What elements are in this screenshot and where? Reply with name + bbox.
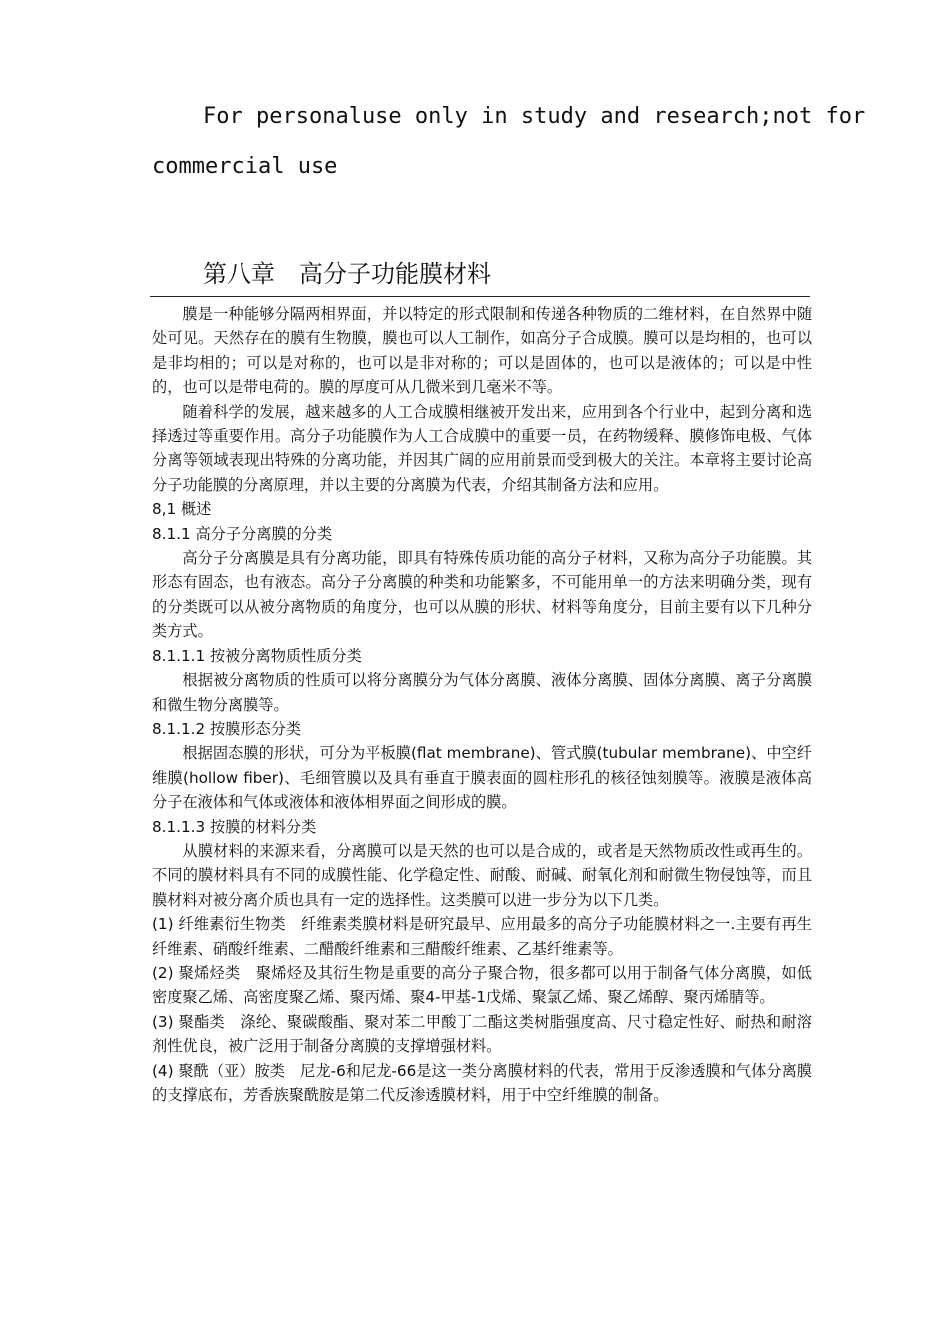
- list-item-polyamide: (4) 聚酰（亚）胺类 尼龙-6和尼龙-66是这一类分离膜材料的代表，常用于反渗透膜和气体分离膜的支撑底布，芳香族聚酰胺是第二代反渗透膜材料，用于中空纤维膜的制备。: [152, 1061, 812, 1104]
- paragraph-by-substance: 根据被分离物质的性质可以将分离膜分为气体分离膜、液体分离膜、固体分离膜、离子分离膜和微生物分离膜等。: [152, 671, 812, 714]
- paragraph-intro: 膜是一种能够分隔两相界面，并以特定的形式限制和传递各种物质的二维材料，在自然界中随处可见。天然存在的膜有生物膜，膜也可以人工制作，如高分子合成膜。膜可以是均相的，也可以是非均相的；可以是对称的，也可以是非对称的；可以是固体的，也可以是液体的；可以是中性的，也可以是带电荷的。膜的厚度可从几微米到几毫米不等。: [152, 305, 812, 397]
- section-heading-8-1-1: 8.1.1 高分子分离膜的分类: [152, 524, 333, 543]
- document-body: [152, 302, 812, 1107]
- section-heading-8-1-1-2: 8.1.1.2 按膜形态分类: [152, 719, 302, 738]
- list-item-polyolefin: (2) 聚烯烃类 聚烯烃及其衍生物是重要的高分子聚合物，很多都可以用于制备气体分离膜，如低密度聚乙烯、高密度聚乙烯、聚丙烯、聚4-甲基-1戊烯、聚氯乙烯、聚乙烯醇、聚丙烯腈等。: [152, 963, 812, 1007]
- section-heading-8-1: 8,1 概述: [152, 500, 212, 519]
- chapter-title: 第八章 高分子功能膜材料: [203, 260, 491, 288]
- paragraph-development: 随着科学的发展，越来越多的人工合成膜相继被开发出来，应用到各个行业中，起到分离和选择透过等重要作用。高分子功能膜作为人工合成膜中的重要一员，在药物缓释、膜修饰电极、气体分离等领域表现出特殊的分离功能，并因其广阔的应用前景而受到极大的关注。本章将主要讨论高分子功能膜的分离原理，并以主要的分离膜为代表，介绍其制备方法和应用。: [152, 402, 812, 494]
- list-item-cellulose: (1) 纤维素衍生物类 纤维素类膜材料是研究最早、应用最多的高分子功能膜材料之一.主要有再生纤维素、硝酸纤维素、二醋酸纤维素和三醋酸纤维素、乙基纤维素等。: [152, 915, 812, 958]
- paragraph-by-form: 根据固态膜的形状，可分为平板膜(flat membrane)、管式膜(tubular membrane)、中空纤维膜(hollow fiber)、毛细管膜以及具有垂直于膜表面的圆柱形孔的核径蚀刻膜等。液膜是液体高分子在液体和气体或液体和液体相界面之间形成的膜。: [152, 744, 812, 812]
- usage-notice-line-2: commercial use: [152, 154, 338, 179]
- list-item-polyester: (3) 聚酯类 涤纶、聚碳酸酯、聚对苯二甲酸丁二酯这类树脂强度高、尺寸稳定性好、耐热和耐溶剂性优良，被广泛用于制备分离膜的支撑增强材料。: [152, 1012, 812, 1056]
- usage-notice-line-1: For personaluse only in study and research;not for: [203, 104, 866, 129]
- section-heading-8-1-1-1: 8.1.1.1 按被分离物质性质分类: [152, 646, 362, 665]
- title-divider: [150, 296, 810, 297]
- section-heading-8-1-1-3: 8.1.1.3 按膜的材料分类: [152, 817, 317, 836]
- paragraph-classification: 高分子分离膜是具有分离功能，即具有特殊传质功能的高分子材料，又称为高分子功能膜。其形态有固态，也有液态。高分子分离膜的种类和功能繁多，不可能用单一的方法来明确分类，现有的分类既可以从被分离物质的角度分，也可以从膜的形状、材料等角度分，目前主要有以下几种分类方式。: [152, 549, 812, 641]
- paragraph-by-material: 从膜材料的来源来看，分离膜可以是天然的也可以是合成的，或者是天然物质改性或再生的。不同的膜材料具有不同的成膜性能、化学稳定性、耐酸、耐碱、耐氧化剂和耐微生物侵蚀等，而且膜材料对被分离介质也具有一定的选择性。这类膜可以进一步分为以下几类。: [152, 841, 812, 909]
